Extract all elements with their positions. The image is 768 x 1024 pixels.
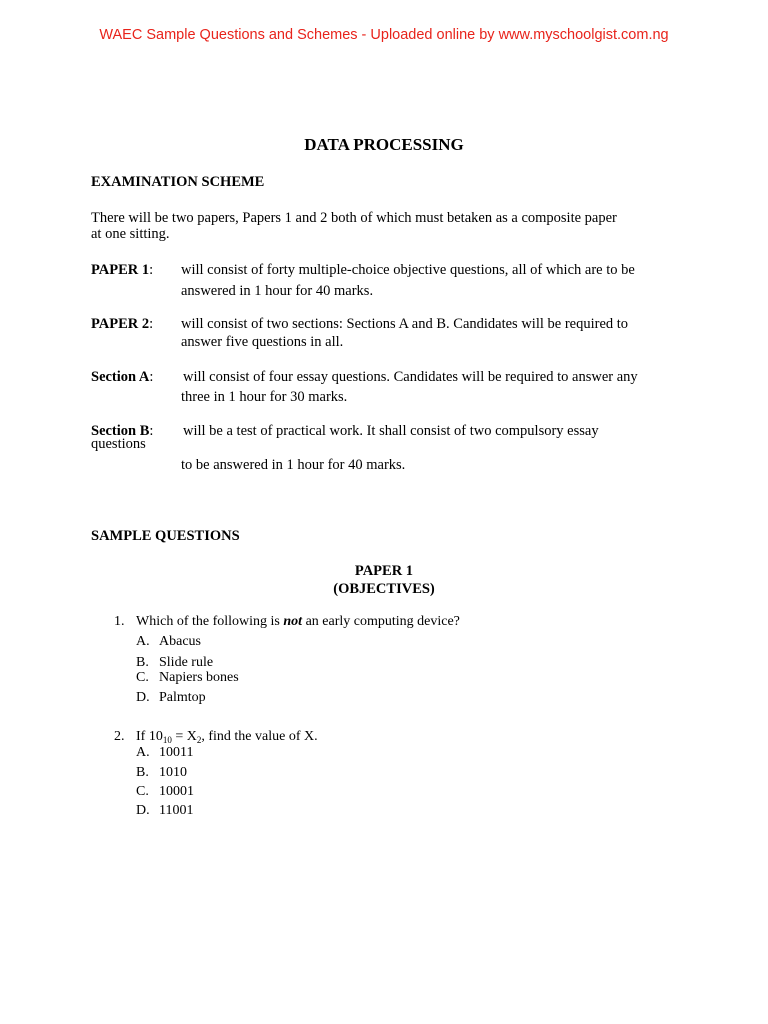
question-1-option-a <box>136 634 201 650</box>
section-b-label-text: Section B <box>91 423 150 439</box>
paper-1-line-1: will consist of forty multiple-choice objective questions, all of which are to be <box>181 262 635 278</box>
section-b-label: Section B: <box>91 423 154 439</box>
question-text-end: , find the value of X. <box>201 729 318 744</box>
paper-1-heading: PAPER 1 <box>354 563 414 579</box>
question-2-option-b <box>136 765 187 781</box>
paper-2-label: PAPER 2: <box>91 316 154 332</box>
paper-2-line-1: will consist of two sections: Sections A and B. Candidates will be required to <box>181 316 629 332</box>
option-letter: C. <box>136 670 149 685</box>
question-text-eq: = X <box>171 729 197 744</box>
option-letter: C. <box>136 784 149 799</box>
option-text: 10011 <box>159 745 194 760</box>
section-a-label-text: Section A <box>91 369 150 385</box>
subscript-base-2: 2 <box>196 735 202 745</box>
section-a-label: Section A: <box>91 369 154 385</box>
question-1-option-c <box>136 670 239 686</box>
question-emphasis: not <box>283 614 303 629</box>
source-banner: WAEC Sample Questions and Schemes - Uploaded online by www.myschoolgist.com.ng <box>99 27 669 43</box>
section-b-line-1: will be a test of practical work. It shall consist of two compulsory essay <box>183 423 599 439</box>
question-2-option-c <box>136 784 194 800</box>
paper-1-line-2: answered in 1 hour for 40 marks. <box>181 283 374 299</box>
section-b-overflow: questions <box>91 436 146 452</box>
option-text: 10001 <box>159 784 194 799</box>
paper-2-label-text: PAPER 2 <box>91 316 150 332</box>
option-letter: D. <box>136 803 150 818</box>
question-1 <box>114 614 460 630</box>
section-a-line-2: three in 1 hour for 30 marks. <box>181 389 348 405</box>
question-number: 2. <box>114 729 125 744</box>
question-text: Which of the following is <box>136 614 284 629</box>
sample-questions-heading: SAMPLE QUESTIONS <box>91 528 240 544</box>
option-text: Palmtop <box>159 690 206 705</box>
question-text: If 10 <box>136 729 163 744</box>
option-text: 11001 <box>159 803 194 818</box>
intro-line-1: There will be two papers, Papers 1 and 2 both of which must betaken as a composite paper <box>91 210 617 226</box>
question-2-option-a <box>136 745 193 761</box>
document-title: DATA PROCESSING <box>304 135 464 154</box>
option-text: Slide rule <box>159 655 214 670</box>
paper-1-label-text: PAPER 1 <box>91 262 150 278</box>
question-1-option-b <box>136 655 213 671</box>
option-text: 1010 <box>159 765 187 780</box>
paper-1-label: PAPER 1: <box>91 262 154 278</box>
question-number: 1. <box>114 614 125 629</box>
option-letter: A. <box>136 634 150 649</box>
option-text: Napiers bones <box>159 670 239 685</box>
question-text-end: an early computing device? <box>302 614 460 629</box>
option-letter: A. <box>136 745 150 760</box>
option-text: Abacus <box>159 634 201 649</box>
question-2-option-d <box>136 803 193 819</box>
question-2 <box>114 729 318 745</box>
subscript-base-10: 10 <box>162 735 172 745</box>
option-letter: B. <box>136 655 149 670</box>
option-letter: D. <box>136 690 150 705</box>
scheme-heading: EXAMINATION SCHEME <box>91 174 265 190</box>
section-a-line-1: will consist of four essay questions. Candidates will be required to answer any <box>183 369 638 385</box>
intro-line-2: at one sitting. <box>91 226 170 242</box>
objectives-heading: (OBJECTIVES) <box>333 581 435 597</box>
paper-2-line-2: answer five questions in all. <box>181 334 344 350</box>
option-letter: B. <box>136 765 149 780</box>
section-b-line-2: to be answered in 1 hour for 40 marks. <box>181 457 406 473</box>
question-1-option-d <box>136 690 206 706</box>
